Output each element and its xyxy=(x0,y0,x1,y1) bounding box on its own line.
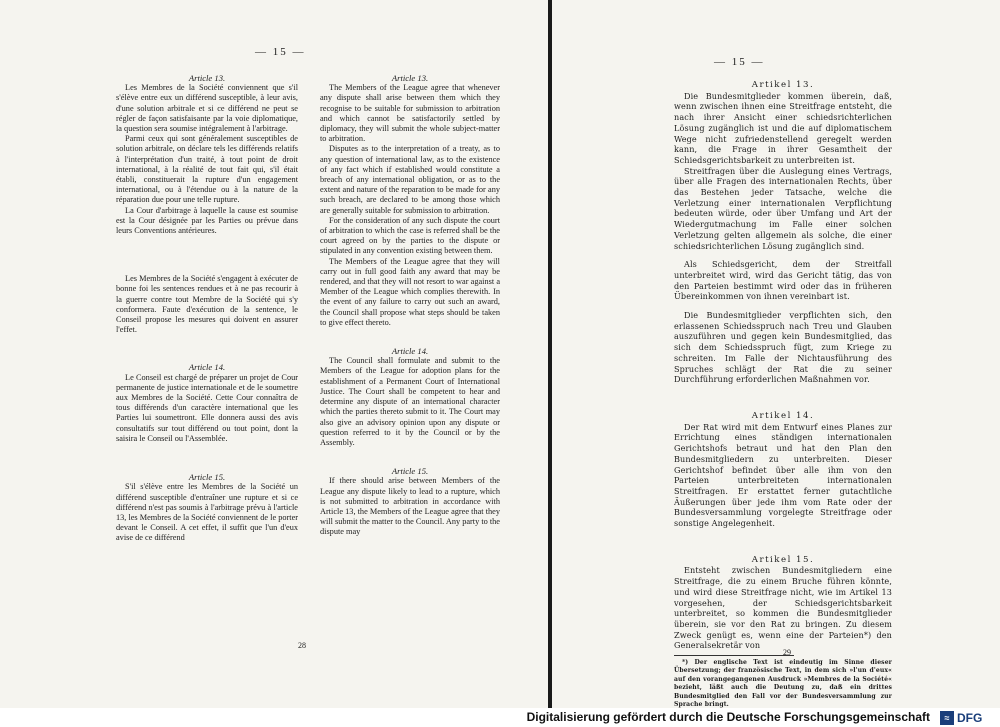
paragraph: Parmi ceux qui sont généralement susceptibles de solution arbitrale, on déclare tels les différends relatifs à l'interprétation d'un traité, à tout point de droit international, à la réalité de tout fait qui, s'il était établi, constituerait la rupture d'un engagement international, ou à l'étendue ou à la nature de la réparation due pour une telle rupture. xyxy=(116,134,298,205)
english-column xyxy=(320,73,500,538)
paragraph: Le Conseil est chargé de préparer un projet de Cour permanente de justice internationale et de le soumettre aux Membres de la Société. Cette Cour connaîtra de tous différends d'un caractère international que les Parties lui soumettront. Elle donnera aussi des avis consultatifs sur tout différend ou tout point, dont la saisira le Conseil ou l'Assemblée. xyxy=(116,372,298,443)
article-heading: Article 13. xyxy=(391,73,429,83)
digitization-banner xyxy=(0,708,1000,727)
footnote-rule xyxy=(674,655,794,656)
paragraph: Als Schiedsgericht, dem der Streitfall unterbreitet wird, wird das Gericht tätig, das von den Parteien bestimmt wird oder das in früheren Übereinkommen von ihnen vereinbart ist. xyxy=(674,259,892,302)
paragraph: Entsteht zwischen Bundesmitgliedern eine Streitfrage, die zu einem Bruche führen könnte, und wird diese Streitfrage nicht, wie im Artikel 13 vorgesehen, der Schiedsgerichtsbarkeit unterbreitet, so kommen die Bundesmitglieder überein, sie vor den Rat zu bringen. Zu diesem Zweck genügt es, wenn eine der Parteien*) den Generalsekretär von xyxy=(674,565,892,651)
paragraph: Les Membres de la Société conviennent que s'il s'élève entre eux un différend susceptible, à leur avis, d'une solution arbitrale et si ce différend ne peut se régler de façon satisfaisante par la voie diplomatique, la question sera soumise intégralement à l'arbitrage. xyxy=(116,83,298,134)
page-number-bottom: 28 xyxy=(298,641,306,650)
article-heading: Article 13. xyxy=(188,73,226,83)
dfg-logo xyxy=(940,710,992,725)
paragraph: Der Rat wird mit dem Entwurf eines Planes zur Errichtung eines ständigen internationalen Gerichtshofs betraut und hat den Plan den Bundesmitgliedern zu unterbreiten. Dieser Gerichtshof befindet über alle ihm von den Parteien unterbreiteten internationalen Streitfragen. Er erstattet ferner gutachtliche Äußerungen über jede ihm vom Rate oder der Bundesversammlung vorgelegte Streitfrage oder sonstige Angelegenheit. xyxy=(674,421,892,529)
paragraph: S'il s'élève entre les Membres de la Société un différend susceptible d'entraîner une rupture et si ce différend n'est pas soumis à l'arbitrage prévu à l'article 13, les Membres de la Société conviennent de le porter devant le Conseil. A cet effet, il suffit que l'un d'eux avise de ce différend xyxy=(116,482,299,543)
footnote-text: *) Der englische Text ist eindeutig im Sinne dieser Übersetzung; der französische Text, in dem sich »l'un d'eux« auf den vorangegangenen Ausdruck »Membres de la Société« bezieht, läßt auch die Deutung zu, daß ein drittes Bundesmitglied den Fall vor der Bundesversammlung zur Sprache bringt. xyxy=(674,659,892,708)
french-column xyxy=(116,73,298,544)
right-page xyxy=(552,0,1000,708)
paragraph: For the consideration of any such dispute the court of arbitration to which the case is referred shall be the court agreed on by the parties to the dispute or stipulated in any convention existing between them. xyxy=(320,215,500,256)
article-heading: Article 15. xyxy=(391,466,429,477)
page-number-top: — 15 — xyxy=(255,46,306,58)
dfg-logo-text: DFG xyxy=(957,710,983,725)
paragraph: The Council shall formulate and submit to the Members of the League for adoption plans for the establishment of a Permanent Court of International Justice. The Court shall be competent to hear and determine any dispute of an international character which the parties thereto submit to it. The Court may also give an advisory opinion upon any dispute or question referred to it by the Council or by the Assembly. xyxy=(320,356,500,447)
page-number-top: — 15 — xyxy=(714,56,765,68)
paragraph: The Members of the League agree that they will carry out in full good faith any award that may be rendered, and that they will not resort to war against a Member of the League which complies therewith. In the event of any failure to carry out such an award, the Council shall propose what steps should be taken to give effect thereto. xyxy=(320,256,500,327)
article-heading: Artikel 15. xyxy=(751,554,815,565)
paragraph: La Cour d'arbitrage à laquelle la cause est soumise est la Cour désignée par les Parties ou prévue dans leurs Conventions antérieures. xyxy=(116,205,298,236)
paragraph: Streitfragen über die Auslegung eines Vertrags, über alle Fragen des internationalen Rechts, über das Bestehen jeder Tatsache, welche die Verletzung einer internationalen Verpflichtung bedeuten würde, oder über Umfang und Art der Wiedergutmachung im Falle einer solchen Verletzung gelten allgemein als solche, die einer schiedsrichterlichen Lösung zugänglich sind. xyxy=(674,165,892,251)
dfg-logo-icon: ≈ xyxy=(940,711,954,725)
paragraph: Die Bundesmitglieder kommen überein, daß, wenn zwischen ihnen eine Streitfrage entsteht, die nach ihrer Ansicht einer schiedsrichterlichen Lösung zugänglich ist und die auf diplomatischem Wege nicht zufriedenstellend geregelt werden kann, die Frage in ihrer Gesamtheit der Schiedsgerichtsbarkeit zu unterbreiten ist. xyxy=(674,90,892,165)
article-heading: Article 14. xyxy=(188,362,226,373)
page-number-bottom: 29 xyxy=(783,648,791,657)
article-heading: Article 14. xyxy=(391,346,429,357)
paragraph: The Members of the League agree that whenever any dispute shall arise between them which they recognise to be suitable for submission to arbitration and which cannot be satisfactorily settled by diplomacy, they will submit the whole subject-matter to arbitration. xyxy=(320,83,500,144)
article-heading: Artikel 14. xyxy=(751,410,815,421)
article-heading: Artikel 13. xyxy=(751,80,815,90)
banner-text: Digitalisierung gefördert durch die Deutsche Forschungsgemeinschaft xyxy=(526,710,930,724)
paragraph: Disputes as to the interpretation of a treaty, as to any question of international law, as to the existence of any fact which if established would constitute a breach of any international obligation, or as to the extent and nature of the reparation to be made for any such breach, are declared to be among those which are generally suitable for submission to arbitration. xyxy=(320,144,500,215)
paragraph: Die Bundesmitglieder verpflichten sich, den erlassenen Schiedsspruch nach Treu und Glauben auszuführen und gegen kein Bundesmitglied, das sich dem Schiedsspruch fügt, zum Kriege zu schreiten. Im Falle der Nichtausführung des Spruches schlägt der Rat die zu seiner Durchführung erforderlichen Maßnahmen vor. xyxy=(674,310,892,385)
german-column xyxy=(674,80,892,708)
paragraph: If there should arise between Members of the League any dispute likely to lead to a rupture, which is not submitted to arbitration in accordance with Article 13, the Members of the League agree that they will submit the matter to the Council. Any party to the dispute may xyxy=(320,476,500,537)
article-heading: Article 15. xyxy=(188,472,226,483)
paragraph: Les Membres de la Société s'engagent à exécuter de bonne foi les sentences rendues et à ne pas recourir à la guerre contre tout Membre de la Société qui s'y conformera. Faute d'exécution de la sentence, le Conseil propose les mesures qui doivent en assurer l'effet. xyxy=(116,274,298,335)
footnote xyxy=(674,659,892,708)
